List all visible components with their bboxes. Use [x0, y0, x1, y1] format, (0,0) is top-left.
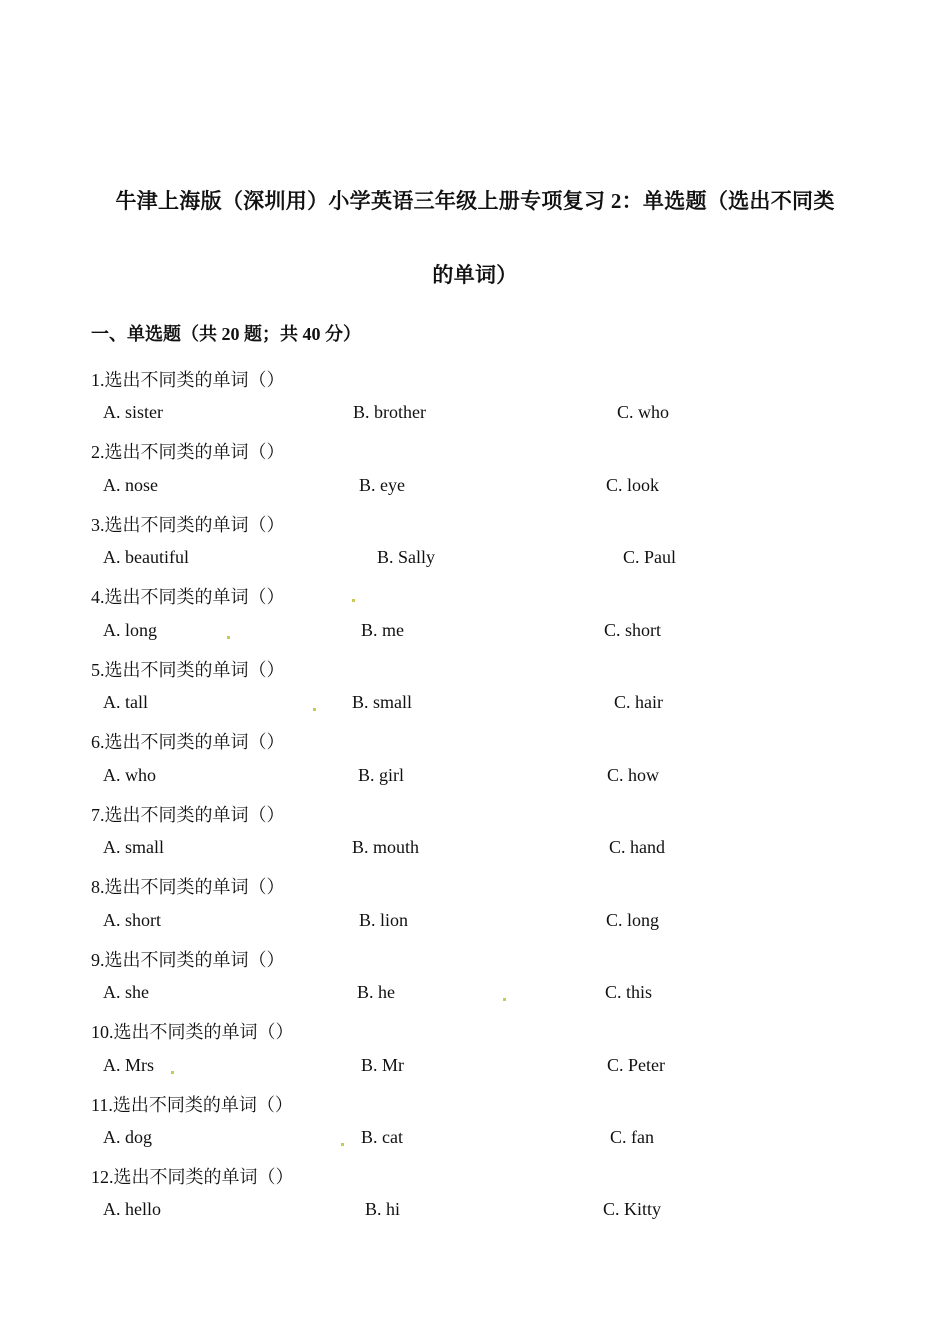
option-b: B. he [357, 982, 395, 1002]
question-stem: 9.选出不同类的单词（） [91, 950, 285, 970]
option-b: B. Mr [361, 1055, 405, 1075]
option-a: A. small [103, 837, 164, 857]
option-a: A. short [103, 910, 161, 930]
question-stem: 3.选出不同类的单词（） [91, 515, 285, 535]
option-a: A. who [103, 765, 156, 785]
artifact-dot [171, 1071, 174, 1074]
document-title-line-2: 的单词） [432, 263, 518, 287]
option-c: C. this [605, 982, 653, 1002]
option-a: A. Mrs [103, 1055, 155, 1075]
artifact-dot [341, 1143, 344, 1146]
option-b: B. brother [353, 402, 426, 422]
option-c: C. hand [609, 837, 665, 857]
option-b: B. hi [365, 1199, 401, 1219]
question-stem: 10.选出不同类的单词（） [91, 1022, 294, 1042]
question-stem: 7.选出不同类的单词（） [91, 805, 285, 825]
option-a: A. nose [103, 475, 158, 495]
option-b: B. girl [358, 765, 405, 785]
option-b: B. lion [359, 910, 409, 930]
question-stem: 8.选出不同类的单词（） [91, 877, 285, 897]
option-a: A. tall [103, 692, 148, 712]
question-stem: 1.选出不同类的单词（） [91, 370, 285, 390]
option-b: B. eye [359, 475, 405, 495]
question-stem: 5.选出不同类的单词（） [91, 660, 285, 680]
option-c: C. how [607, 765, 660, 785]
option-b: B. cat [361, 1127, 403, 1147]
option-a: A. hello [103, 1199, 161, 1219]
artifact-dot [227, 636, 230, 639]
question-stem: 2.选出不同类的单词（） [91, 442, 285, 462]
question-stem: 11.选出不同类的单词（） [91, 1095, 293, 1115]
document-title-line-1: 牛津上海版（深圳用）小学英语三年级上册专项复习 2：单选题（选出不同类 [115, 189, 835, 213]
question-stem: 6.选出不同类的单词（） [91, 732, 285, 752]
option-b: B. me [361, 620, 404, 640]
question-stem: 12.选出不同类的单词（） [91, 1167, 294, 1187]
option-c: C. Peter [607, 1055, 665, 1075]
option-a: A. beautiful [103, 547, 189, 567]
option-c: C. Paul [623, 547, 677, 567]
option-c: C. hair [614, 692, 663, 712]
option-c: C. look [606, 475, 660, 495]
option-c: C. who [617, 402, 670, 422]
option-c: C. Kitty [603, 1199, 662, 1219]
option-a: A. sister [103, 402, 163, 422]
artifact-dot [313, 708, 316, 711]
artifact-dot [503, 998, 506, 1001]
option-a: A. she [103, 982, 149, 1002]
option-b: B. Sally [377, 547, 436, 567]
option-c: C. long [606, 910, 660, 930]
artifact-dot [352, 599, 355, 602]
option-b: B. mouth [352, 837, 420, 857]
option-a: A. long [103, 620, 157, 640]
option-c: C. fan [610, 1127, 654, 1147]
section-heading: 一、单选题（共 20 题；共 40 分） [91, 324, 361, 344]
question-stem: 4.选出不同类的单词（） [91, 587, 285, 607]
option-b: B. small [352, 692, 413, 712]
option-a: A. dog [103, 1127, 152, 1147]
option-c: C. short [604, 620, 662, 640]
